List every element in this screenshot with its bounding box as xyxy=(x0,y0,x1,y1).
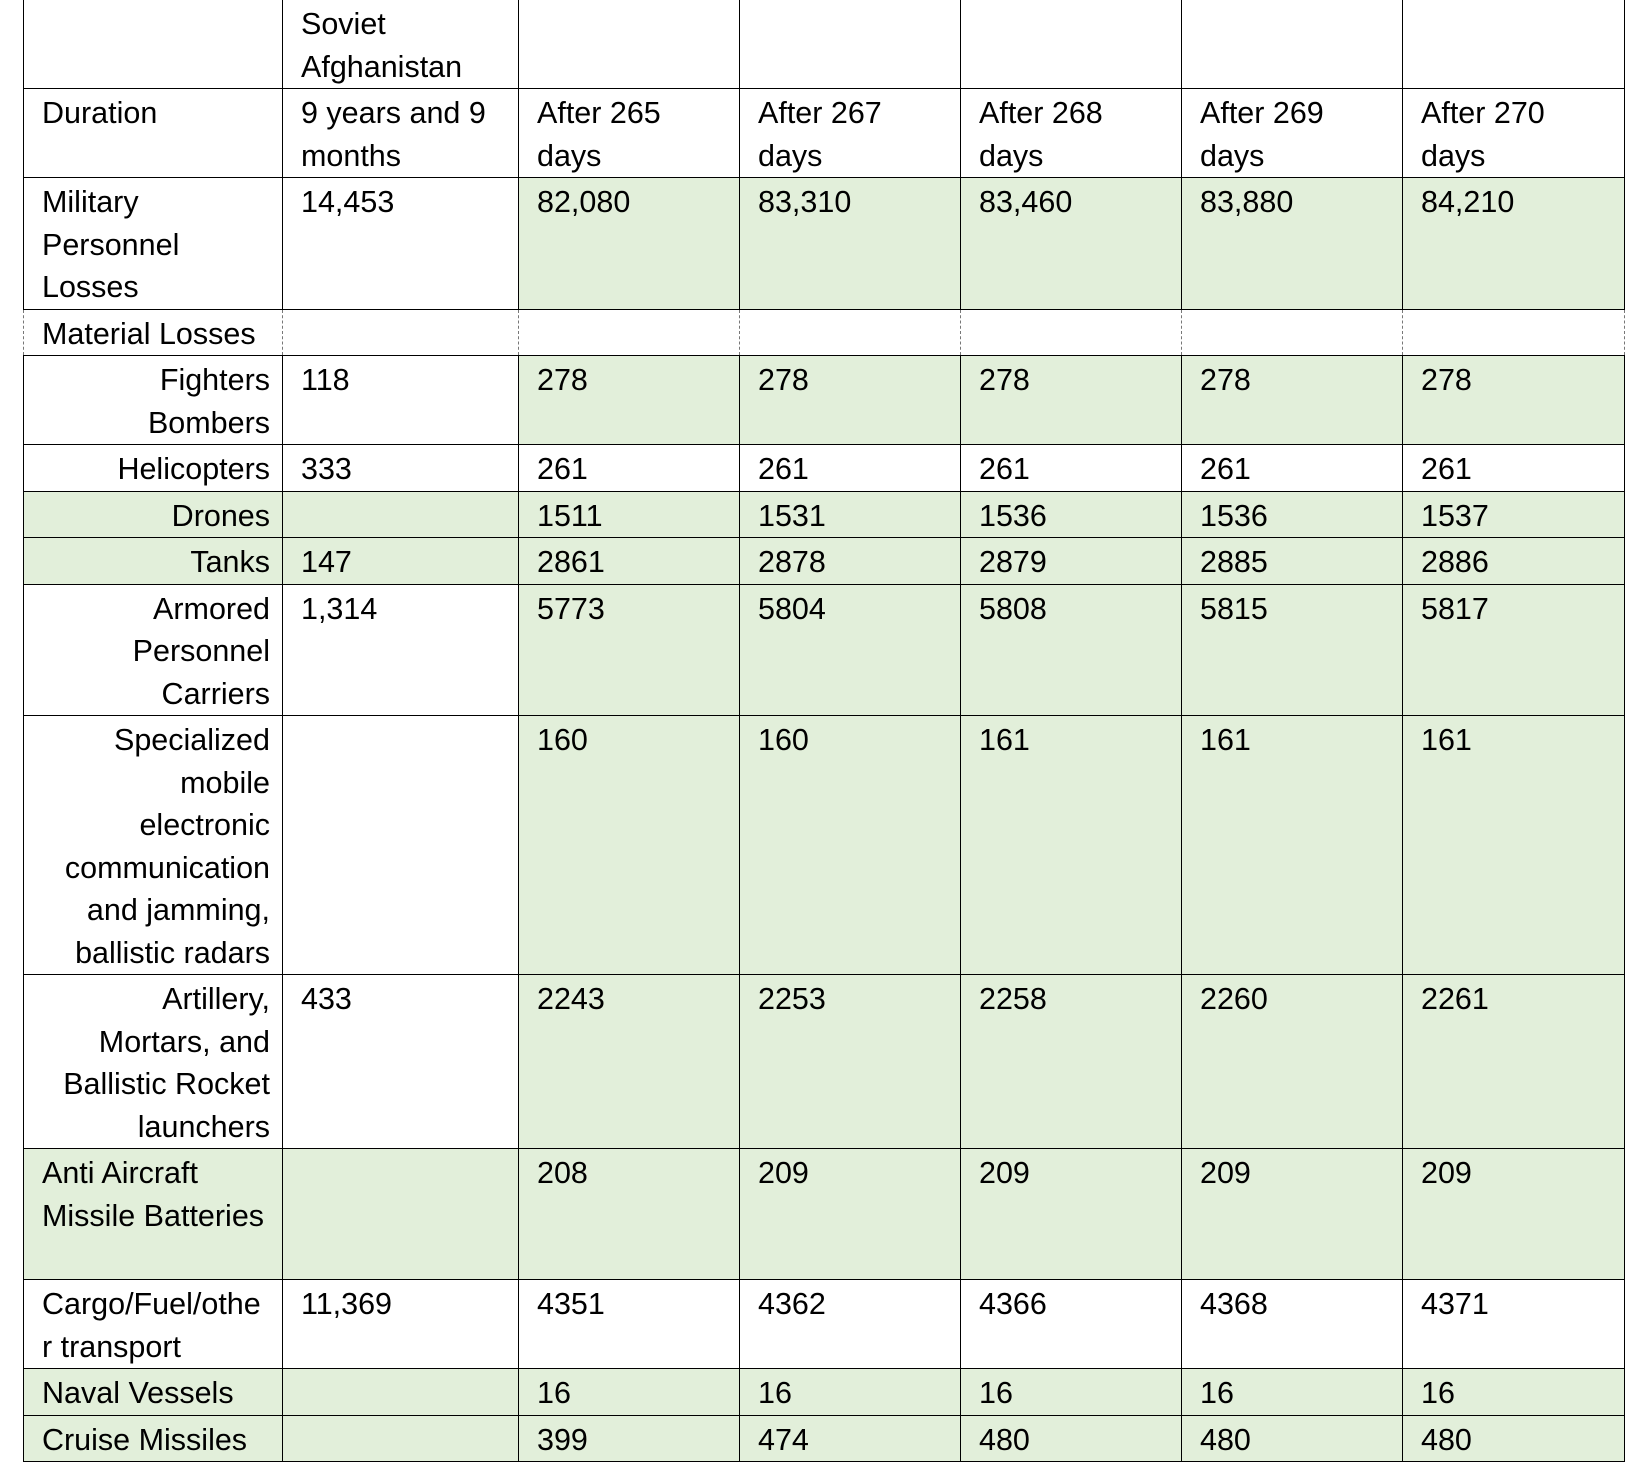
blank-cell xyxy=(1403,309,1625,356)
blank-cell xyxy=(961,0,1182,89)
header-row-top xyxy=(24,0,1625,89)
period-header: After 270 days xyxy=(1403,89,1625,178)
row-label: Drones xyxy=(24,491,283,538)
value-cell: 84,210 xyxy=(1403,178,1625,310)
value-cell: 5804 xyxy=(740,584,961,716)
value-cell: 261 xyxy=(1403,445,1625,492)
table-row xyxy=(24,1369,1625,1416)
value-cell: 5808 xyxy=(961,584,1182,716)
soviet-value: 1,314 xyxy=(283,584,519,716)
table-row xyxy=(24,1149,1625,1280)
section-label: Material Losses xyxy=(24,309,283,356)
table-row xyxy=(24,356,1625,445)
value-cell: 16 xyxy=(1182,1369,1403,1416)
soviet-header: Soviet Afghanistan xyxy=(283,0,519,89)
value-cell: 1536 xyxy=(961,491,1182,538)
value-cell: 82,080 xyxy=(519,178,740,310)
table-row xyxy=(24,445,1625,492)
value-cell: 83,880 xyxy=(1182,178,1403,310)
value-cell: 4368 xyxy=(1182,1280,1403,1369)
blank-cell xyxy=(740,0,961,89)
value-cell: 2261 xyxy=(1403,975,1625,1149)
blank-cell xyxy=(519,309,740,356)
blank-cell xyxy=(519,0,740,89)
table-row xyxy=(24,1415,1625,1462)
value-cell: 2260 xyxy=(1182,975,1403,1149)
value-cell: 399 xyxy=(519,1415,740,1462)
value-cell: 16 xyxy=(1403,1369,1625,1416)
soviet-value: 14,453 xyxy=(283,178,519,310)
value-cell: 480 xyxy=(961,1415,1182,1462)
table-row xyxy=(24,1280,1625,1369)
soviet-value: 333 xyxy=(283,445,519,492)
value-cell: 278 xyxy=(1403,356,1625,445)
value-cell: 5815 xyxy=(1182,584,1403,716)
value-cell: 16 xyxy=(740,1369,961,1416)
row-label: Cargo/Fuel/other transport xyxy=(24,1280,283,1369)
period-header: After 267 days xyxy=(740,89,961,178)
value-cell: 474 xyxy=(740,1415,961,1462)
table-row xyxy=(24,538,1625,585)
value-cell: 209 xyxy=(740,1149,961,1280)
row-label: Naval Vessels xyxy=(24,1369,283,1416)
value-cell: 2886 xyxy=(1403,538,1625,585)
value-cell: 2878 xyxy=(740,538,961,585)
blank-cell xyxy=(961,309,1182,356)
value-cell: 4371 xyxy=(1403,1280,1625,1369)
value-cell: 278 xyxy=(740,356,961,445)
soviet-value xyxy=(283,1415,519,1462)
value-cell: 278 xyxy=(1182,356,1403,445)
value-cell: 2243 xyxy=(519,975,740,1149)
value-cell: 83,460 xyxy=(961,178,1182,310)
soviet-value: 147 xyxy=(283,538,519,585)
table-row xyxy=(24,975,1625,1149)
value-cell: 208 xyxy=(519,1149,740,1280)
row-label: Fighters Bombers xyxy=(24,356,283,445)
period-header: After 268 days xyxy=(961,89,1182,178)
value-cell: 209 xyxy=(1182,1149,1403,1280)
value-cell: 5773 xyxy=(519,584,740,716)
value-cell: 480 xyxy=(1182,1415,1403,1462)
value-cell: 261 xyxy=(1182,445,1403,492)
value-cell: 1537 xyxy=(1403,491,1625,538)
soviet-value xyxy=(283,1149,519,1280)
value-cell: 278 xyxy=(519,356,740,445)
value-cell: 161 xyxy=(1403,716,1625,975)
soviet-value xyxy=(283,716,519,975)
value-cell: 4362 xyxy=(740,1280,961,1369)
value-cell: 160 xyxy=(740,716,961,975)
value-cell: 209 xyxy=(1403,1149,1625,1280)
value-cell: 1511 xyxy=(519,491,740,538)
value-cell: 480 xyxy=(1403,1415,1625,1462)
table-row xyxy=(24,584,1625,716)
value-cell: 261 xyxy=(961,445,1182,492)
value-cell: 209 xyxy=(961,1149,1182,1280)
value-cell: 1531 xyxy=(740,491,961,538)
soviet-value: 433 xyxy=(283,975,519,1149)
blank-cell xyxy=(1182,309,1403,356)
soviet-value: 118 xyxy=(283,356,519,445)
table-row xyxy=(24,716,1625,975)
period-header: After 269 days xyxy=(1182,89,1403,178)
blank-cell xyxy=(740,309,961,356)
value-cell: 16 xyxy=(519,1369,740,1416)
row-label: Tanks xyxy=(24,538,283,585)
blank-cell xyxy=(283,309,519,356)
soviet-value xyxy=(283,491,519,538)
value-cell: 160 xyxy=(519,716,740,975)
value-cell: 2258 xyxy=(961,975,1182,1149)
value-cell: 4366 xyxy=(961,1280,1182,1369)
value-cell: 261 xyxy=(740,445,961,492)
blank-cell xyxy=(1403,0,1625,89)
value-cell: 5817 xyxy=(1403,584,1625,716)
value-cell: 2253 xyxy=(740,975,961,1149)
row-label: Cruise Missiles xyxy=(24,1415,283,1462)
value-cell: 2879 xyxy=(961,538,1182,585)
losses-table xyxy=(23,0,1625,1462)
value-cell: 4351 xyxy=(519,1280,740,1369)
value-cell: 161 xyxy=(961,716,1182,975)
duration-label: Duration xyxy=(24,89,283,178)
soviet-value: 11,369 xyxy=(283,1280,519,1369)
value-cell: 2885 xyxy=(1182,538,1403,585)
row-label: Helicopters xyxy=(24,445,283,492)
value-cell: 83,310 xyxy=(740,178,961,310)
soviet-duration: 9 years and 9 months xyxy=(283,89,519,178)
value-cell: 1536 xyxy=(1182,491,1403,538)
blank-cell xyxy=(24,0,283,89)
row-label: Artillery, Mortars, and Ballistic Rocket launchers xyxy=(24,975,283,1149)
period-header: After 265 days xyxy=(519,89,740,178)
value-cell: 2861 xyxy=(519,538,740,585)
row-label: Military Personnel Losses xyxy=(24,178,283,310)
table-row xyxy=(24,491,1625,538)
soviet-value xyxy=(283,1369,519,1416)
material-losses-row xyxy=(24,309,1625,356)
military-personnel-row xyxy=(24,178,1625,310)
duration-row xyxy=(24,89,1625,178)
value-cell: 16 xyxy=(961,1369,1182,1416)
value-cell: 278 xyxy=(961,356,1182,445)
row-label: Anti Aircraft Missile Batteries xyxy=(24,1149,283,1280)
blank-cell xyxy=(1182,0,1403,89)
row-label: Armored Personnel Carriers xyxy=(24,584,283,716)
row-label: Specialized mobile electronic communication and jamming, ballistic radars xyxy=(24,716,283,975)
value-cell: 261 xyxy=(519,445,740,492)
value-cell: 161 xyxy=(1182,716,1403,975)
